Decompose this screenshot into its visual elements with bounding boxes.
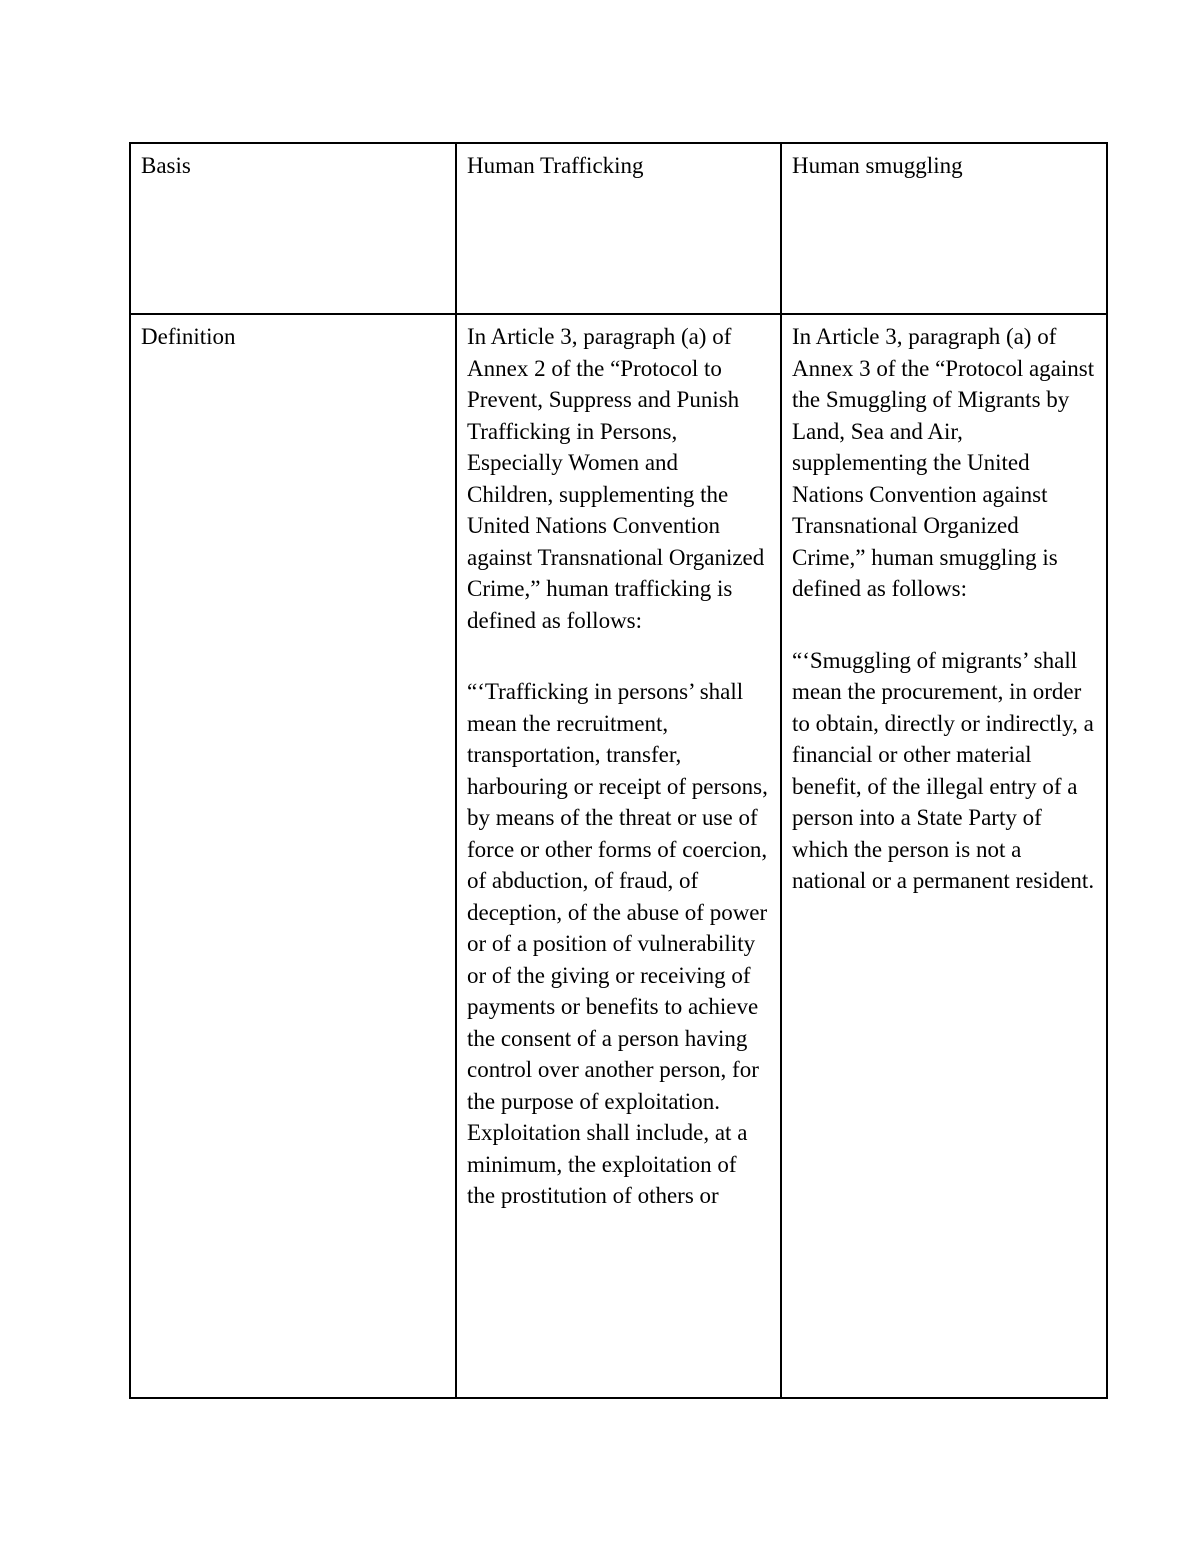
- comparison-table: [129, 142, 1108, 1399]
- row-label-definition: Definition: [130, 314, 456, 1398]
- table-header-row: [130, 143, 1107, 314]
- trafficking-intro-text: In Article 3, paragraph (a) of Annex 2 of the “Protocol to Prevent, Suppress and Punish Trafficking in Persons, Especially Women and Children, supplementing the United Nations Convention against Transnational Organized Crime,” human trafficking is defined as follows:: [467, 324, 765, 633]
- smuggling-definition-cell: [781, 314, 1107, 1398]
- paragraph-gap: [792, 605, 1096, 645]
- header-human-trafficking: Human Trafficking: [456, 143, 781, 314]
- trafficking-quote-text: “‘Trafficking in persons’ shall mean the recruitment, transportation, transfer, harbouring or receipt of persons, by means of the threat or use of force or other forms of coercion, of abduction, of fraud, of deception, of the abuse of power or of a position of vulnerability or of the giving or receiving of payments or benefits to achieve the consent of a person having control over another person, for the purpose of exploitation. Exploitation shall include, at a minimum, the exploitation of the prostitution of others or: [467, 679, 768, 1208]
- table-row: [130, 314, 1107, 1398]
- header-human-smuggling: Human smuggling: [781, 143, 1107, 314]
- smuggling-quote-text: “‘Smuggling of migrants’ shall mean the procurement, in order to obtain, directly or indirectly, a financial or other material benefit, of the illegal entry of a person into a State Party of which the person is not a national or a permanent resident.: [792, 647, 1095, 893]
- smuggling-intro-text: In Article 3, paragraph (a) of Annex 3 of the “Protocol against the Smuggling of Migrants by Land, Sea and Air, supplementing the United Nations Convention against Transnational Organized Crime,” human smuggling is defined as follows:: [792, 324, 1095, 601]
- paragraph-gap: [467, 636, 770, 676]
- header-basis: Basis: [130, 143, 456, 314]
- trafficking-definition-cell: [456, 314, 781, 1398]
